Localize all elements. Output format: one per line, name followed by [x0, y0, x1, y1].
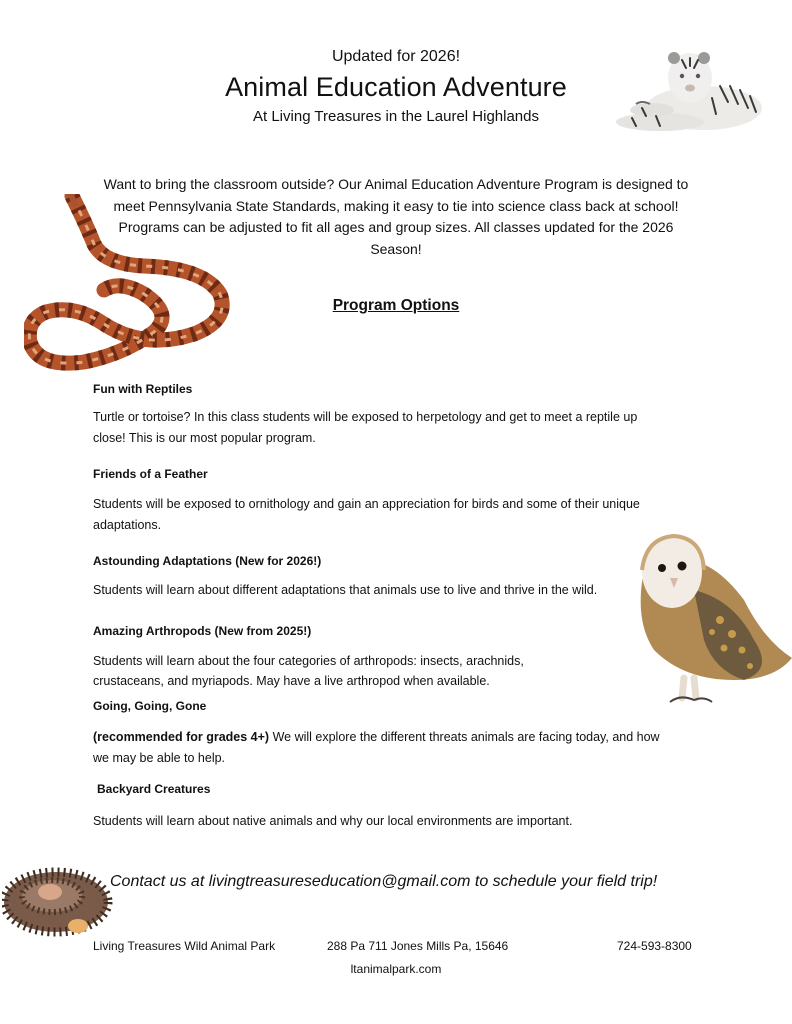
intro-line: Want to bring the classroom outside? Our Animal Education Adventure Program is designed to — [103, 176, 689, 192]
desc-text: We will explore the different threats animals are facing today, and how — [269, 730, 660, 744]
desc-line: Turtle or tortoise? In this class students will be exposed to herpetology and get to meet a reptile up — [93, 410, 638, 424]
program-desc-fun-with-reptiles — [93, 407, 637, 449]
millipede-image — [2, 866, 114, 938]
program-title-friends-of-a-feather: Friends of a Feather — [93, 467, 208, 481]
contact-email-link[interactable]: livingtreasureseducation@gmail.com — [208, 873, 471, 890]
program-title-amazing-arthropods: Amazing Arthropods (New from 2025!) — [93, 624, 312, 638]
contact-line — [110, 873, 710, 891]
program-desc-astounding-adaptations — [93, 580, 597, 601]
desc-line: close! This is our most popular program. — [93, 431, 316, 445]
program-title-backyard-creatures: Backyard Creatures — [97, 782, 211, 796]
desc-line: Students will be exposed to ornithology and gain an appreciation for birds and some of their unique — [93, 497, 640, 511]
tiger-image — [612, 46, 768, 136]
program-desc-backyard-creatures — [93, 811, 572, 832]
program-title-going-going-gone: Going, Going, Gone — [93, 699, 207, 713]
updated-banner: Updated for 2026! — [331, 48, 461, 65]
program-desc-friends-of-a-feather — [93, 494, 640, 536]
snake-image — [24, 194, 234, 374]
owl-image — [624, 530, 792, 712]
page-subtitle: At Living Treasures in the Laurel Highlands — [253, 108, 539, 125]
footer-website-link[interactable]: ltanimalpark.com — [350, 962, 442, 976]
contact-suffix: to schedule your field trip! — [470, 873, 658, 890]
desc-line: Students will learn about native animals and why our local environments are important. — [93, 814, 573, 828]
desc-line: adaptations. — [93, 518, 162, 532]
desc-line — [93, 727, 660, 748]
program-options-heading: Program Options — [332, 297, 460, 314]
footer-park-name: Living Treasures Wild Animal Park — [93, 939, 276, 953]
program-title-fun-with-reptiles: Fun with Reptiles — [93, 382, 193, 396]
desc-line: Students will learn about different adaptations that animals use to live and thrive in the wild. — [93, 583, 598, 597]
intro-line: Season! — [370, 240, 422, 257]
intro-line: meet Pennsylvania State Standards, making it easy to tie into science class back at school! — [113, 197, 679, 214]
footer-phone: 724-593-8300 — [617, 939, 692, 953]
program-desc-going-going-gone — [93, 727, 660, 769]
grade-recommendation: (recommended for grades 4+) — [93, 730, 270, 744]
program-desc-amazing-arthropods — [93, 651, 524, 691]
desc-line: crustaceans, and myriapods. May have a live arthropod when available. — [93, 674, 490, 688]
page-title: Animal Education Adventure — [225, 72, 567, 102]
intro-line: Programs can be adjusted to fit all ages and group sizes. All classes updated for the 2026 — [118, 219, 674, 235]
desc-line: Students will learn about the four categories of arthropods: insects, arachnids, — [93, 654, 524, 668]
footer-address: 288 Pa 711 Jones Mills Pa, 15646 — [327, 939, 509, 953]
desc-line: we may be able to help. — [93, 751, 226, 765]
contact-prefix: Contact us at — [110, 873, 209, 890]
program-title-astounding-adaptations: Astounding Adaptations (New for 2026!) — [93, 554, 322, 568]
